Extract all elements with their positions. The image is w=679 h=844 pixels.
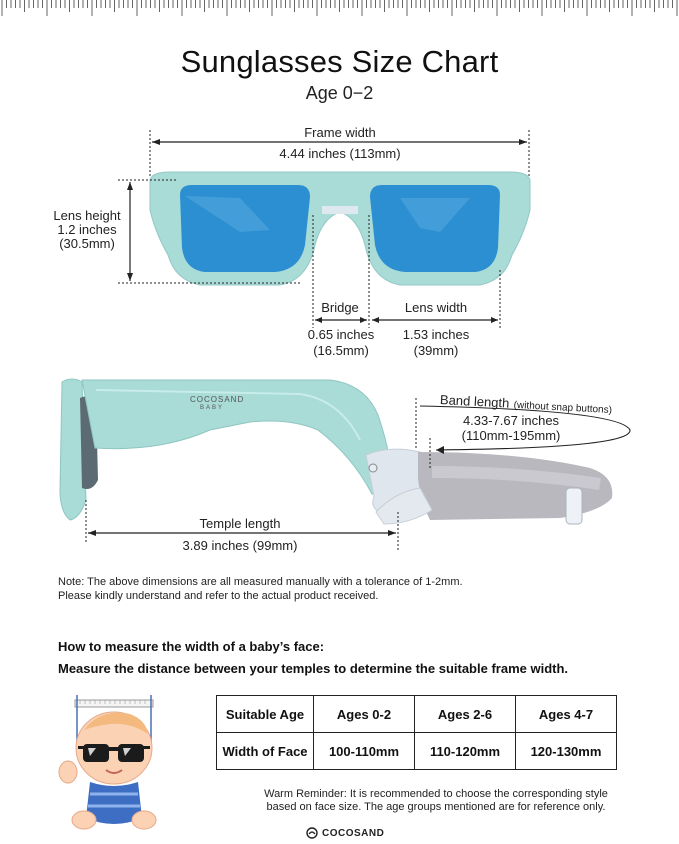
size-table bbox=[216, 695, 617, 770]
footer-brand bbox=[306, 827, 384, 839]
table-cell: Ages 4-7 bbox=[516, 696, 617, 733]
baby-illustration bbox=[50, 690, 170, 835]
how-to-answer: Measure the distance between your temples to determine the suitable frame width. bbox=[58, 661, 569, 676]
frame-width-label: Frame width bbox=[304, 125, 376, 140]
lens-height-inches: 1.2 inches bbox=[57, 222, 117, 237]
table-cell: Ages 2-6 bbox=[415, 696, 516, 733]
how-to-measure bbox=[58, 636, 568, 680]
table-cell: 120-130mm bbox=[516, 733, 617, 770]
sunglasses-front-illustration bbox=[150, 172, 530, 285]
lens-width-inches: 1.53 inches bbox=[402, 327, 470, 342]
warm-reminder bbox=[236, 788, 636, 814]
reminder-line-1: Warm Reminder: It is recommended to choose the corresponding style bbox=[264, 788, 608, 800]
table-cell: Width of Face bbox=[217, 733, 314, 770]
band-length-label: Band length bbox=[439, 392, 510, 411]
footer-brand-text: COCOSAND bbox=[322, 827, 385, 839]
band-length-mm: (110mm-195mm) bbox=[461, 428, 561, 443]
lens-width-label: Lens width bbox=[404, 300, 468, 315]
reminder-line-2: based on face size. The age groups mentioned are for reference only. bbox=[266, 801, 606, 813]
table-cell: 100-110mm bbox=[314, 733, 415, 770]
page-title: Sunglasses Size Chart bbox=[180, 44, 499, 79]
measurement-note bbox=[58, 575, 463, 603]
table-cell: Ages 0-2 bbox=[314, 696, 415, 733]
table-row bbox=[217, 696, 617, 733]
temple-length-value: 3.89 inches (99mm) bbox=[182, 538, 298, 553]
page-subtitle: Age 0−2 bbox=[305, 83, 374, 103]
brand-logo-icon bbox=[306, 827, 318, 839]
arm-brand-text: COCOSAND bbox=[190, 395, 245, 404]
table-row bbox=[217, 733, 617, 770]
temple-length-label: Temple length bbox=[199, 516, 281, 531]
table-cell: 110-120mm bbox=[415, 733, 516, 770]
note-line-1: Note: The above dimensions are all measured manually with a tolerance of 1-2mm. bbox=[58, 576, 463, 588]
how-to-question: How to measure the width of a baby’s face: bbox=[58, 639, 325, 654]
band-length-inches: 4.33-7.67 inches bbox=[462, 413, 560, 428]
note-line-2: Please kindly understand and refer to the actual product received. bbox=[58, 590, 379, 602]
band-length-note: (without snap buttons) bbox=[513, 399, 613, 417]
side-view-diagram bbox=[0, 360, 679, 560]
bridge-label: Bridge bbox=[321, 300, 359, 315]
arm-sub-text: BABY bbox=[200, 405, 225, 411]
table-cell: Suitable Age bbox=[217, 696, 314, 733]
lens-height-mm: (30.5mm) bbox=[59, 236, 115, 251]
bridge-mm: (16.5mm) bbox=[313, 343, 369, 358]
frame-width-value: 4.44 inches (113mm) bbox=[279, 146, 401, 161]
lens-height-label: Lens height bbox=[53, 208, 121, 223]
lens-width-mm: (39mm) bbox=[413, 343, 459, 358]
bridge-inches: 0.65 inches bbox=[307, 327, 375, 342]
